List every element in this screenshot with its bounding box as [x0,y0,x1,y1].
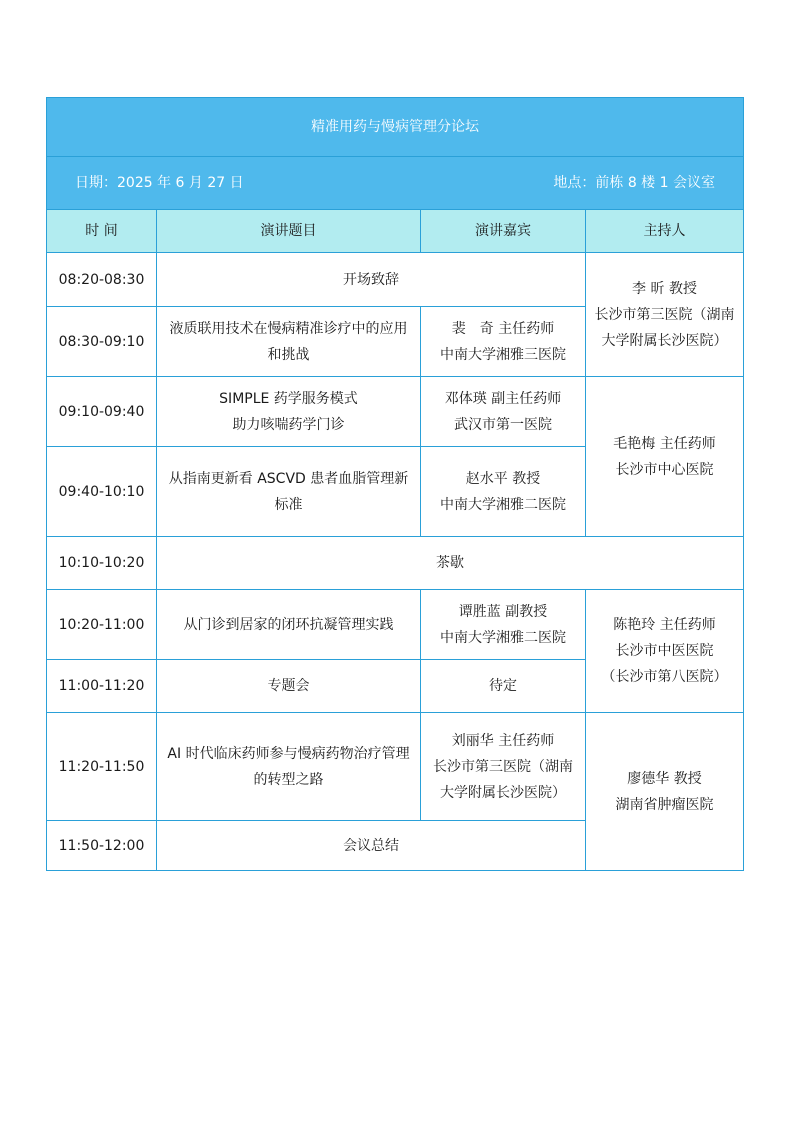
table-row [47,537,744,590]
table-row [47,377,744,447]
session-time: 11:50-12:00 [47,821,157,871]
topic-line: 助力咳喘药学门诊 [232,416,345,433]
speaker-name: 赵水平 教授 [465,470,541,487]
header-speaker: 演讲嘉宾 [421,210,586,253]
topic-line: SIMPLE 药学服务模式 [219,390,358,407]
host-name: 毛艳梅 主任药师 [613,435,716,452]
session-topic: 专题会 [157,660,421,713]
host-org: 长沙市中医医院 [615,643,714,659]
speaker-cell [421,377,586,447]
session-topic: AI 时代临床药师参与慢病药物治疗管理的转型之路 [157,713,421,821]
speaker-name: 谭胜蓝 副教授 [458,603,548,620]
host-name: 陈艳玲 主任药师 [613,617,716,633]
session-time: 08:30-09:10 [47,307,157,377]
header-time: 时 间 [47,210,157,253]
session-topic: 从门诊到居家的闭环抗凝管理实践 [157,590,421,660]
speaker-name: 刘丽华 主任药师 [451,732,555,749]
session-time: 09:10-09:40 [47,377,157,447]
host-org: 长沙市第三医院（湖南大学附属长沙医院） [594,306,735,349]
host-name: 李 昕 教授 [632,280,697,297]
speaker-cell [421,713,586,821]
session-topic: 茶歇 [157,537,744,590]
session-topic: 开场致辞 [157,253,586,307]
session-topic: 会议总结 [157,821,586,871]
speaker-cell [421,447,586,537]
session-time: 09:40-10:10 [47,447,157,537]
host-org: 湖南省肿瘤医院 [615,796,714,813]
table-row [47,253,744,307]
speaker-name: 裴 奇 主任药师 [451,320,555,337]
speaker-org: 长沙市第三医院（湖南大学附属长沙医院） [433,758,573,801]
host-org: （长沙市第八医院） [601,669,728,685]
forum-location: 地点：前栋 8 楼 1 会议室 [553,175,715,191]
speaker-org: 中南大学湘雅二医院 [440,496,566,513]
table-row [47,590,744,660]
header-row [47,210,744,253]
session-time: 11:20-11:50 [47,713,157,821]
session-topic: 从指南更新看 ASCVD 患者血脂管理新标准 [157,447,421,537]
forum-date: 日期：2025 年 6 月 27 日 [75,175,244,191]
session-topic [157,377,421,447]
session-time: 08:20-08:30 [47,253,157,307]
host-cell [586,713,744,871]
table-row [47,713,744,821]
speaker-org: 武汉市第一医院 [454,416,552,433]
session-topic: 液质联用技术在慢病精准诊疗中的应用和挑战 [157,307,421,377]
host-cell [586,590,744,713]
header-topic: 演讲题目 [157,210,421,253]
header-host: 主持人 [586,210,744,253]
info-row [47,157,744,210]
speaker-cell [421,307,586,377]
session-time: 10:20-11:00 [47,590,157,660]
session-time: 11:00-11:20 [47,660,157,713]
agenda-table [46,97,744,871]
speaker-name: 邓体瑛 副主任药师 [444,390,562,407]
host-cell [586,377,744,537]
speaker-cell: 待定 [421,660,586,713]
host-org: 长沙市中心医院 [615,461,714,478]
title-row [47,98,744,157]
host-cell [586,253,744,377]
forum-title: 精准用药与慢病管理分论坛 [47,98,744,157]
speaker-cell [421,590,586,660]
speaker-org: 中南大学湘雅三医院 [440,346,566,363]
speaker-org: 中南大学湘雅二医院 [440,629,566,646]
host-name: 廖德华 教授 [627,770,702,787]
session-time: 10:10-10:20 [47,537,157,590]
